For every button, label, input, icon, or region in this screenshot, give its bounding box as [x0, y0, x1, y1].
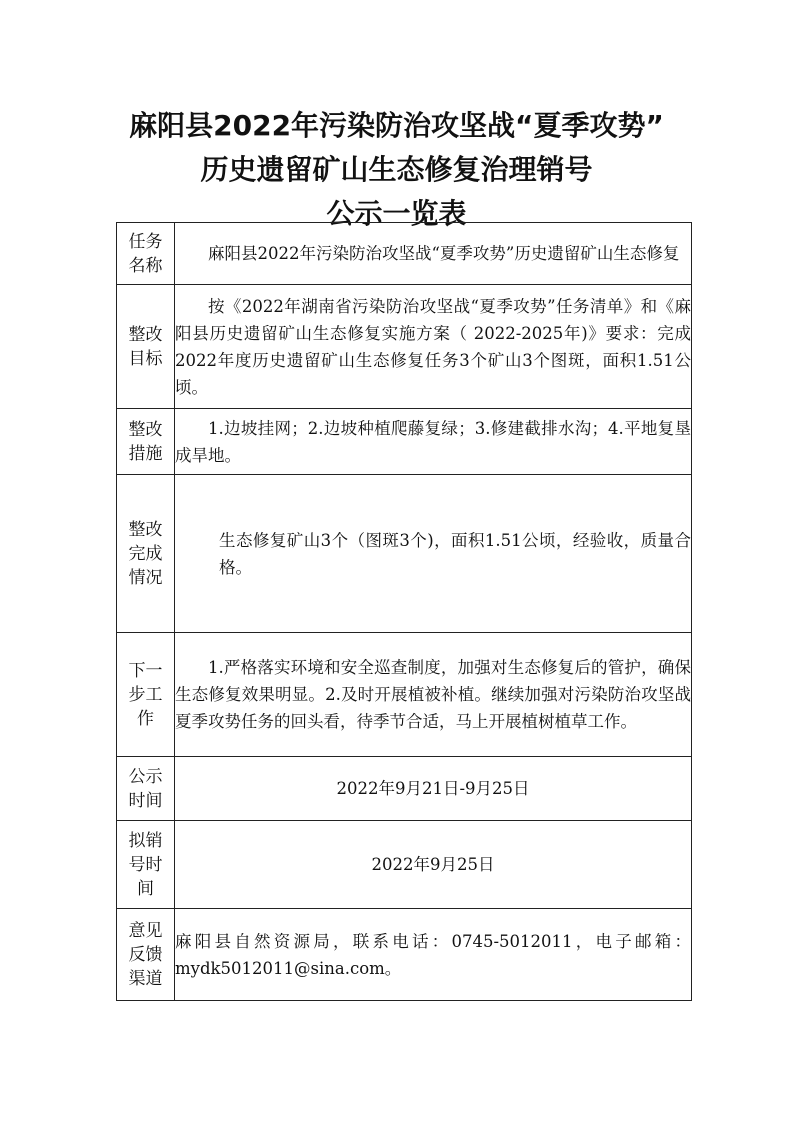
- title-line-1: 麻阳县2022年污染防治攻坚战“夏季攻势”: [129, 109, 664, 142]
- row-rectification-goal: [117, 285, 692, 409]
- content-rectification-measures: 1.边坡挂网；2.边坡种植爬藤复绿；3.修建截排水沟；4.平地复垦成旱地。: [175, 409, 692, 475]
- row-planned-cancellation-date: [117, 821, 692, 909]
- content-task-name: 麻阳县2022年污染防治攻坚战“夏季攻势”历史遗留矿山生态修复: [175, 223, 692, 285]
- row-completion-status: [117, 475, 692, 633]
- row-next-steps: [117, 633, 692, 757]
- label-publicity-period: 公示 时间: [117, 757, 175, 821]
- row-task-name: [117, 223, 692, 285]
- content-planned-cancellation-date: 2022年9月25日: [175, 821, 692, 909]
- notice-table: [116, 222, 692, 1001]
- content-completion-status: 生态修复矿山3个（图斑3个)，面积1.51公顷，经验收，质量合格。: [175, 475, 692, 633]
- label-rectification-measures: 整改 措施: [117, 409, 175, 475]
- label-completion-status: 整改 完成 情况: [117, 475, 175, 633]
- label-next-steps: 下一 步工 作: [117, 633, 175, 757]
- content-feedback-channel: 麻阳县自然资源局，联系电话：0745-5012011，电子邮箱：mydk5012011@sina.com。: [175, 909, 692, 1001]
- label-planned-cancellation-date: 拟销 号时 间: [117, 821, 175, 909]
- title-line-3: 公示一览表: [326, 197, 467, 230]
- title-line-2: 历史遗留矿山生态修复治理销号: [200, 153, 593, 186]
- content-publicity-period: 2022年9月21日-9月25日: [175, 757, 692, 821]
- label-feedback-channel: 意见 反馈 渠道: [117, 909, 175, 1001]
- label-task-name: 任务 名称: [117, 223, 175, 285]
- document-title: [0, 104, 793, 236]
- row-rectification-measures: [117, 409, 692, 475]
- row-publicity-period: [117, 757, 692, 821]
- content-next-steps: 1.严格落实环境和安全巡查制度，加强对生态修复后的管护，确保生态修复效果明显。2.及时开展植被补植。继续加强对污染防治攻坚战夏季攻势任务的回头看，待季节合适，马上开展植树植草工作。: [175, 633, 692, 757]
- label-rectification-goal: 整改 目标: [117, 285, 175, 409]
- content-rectification-goal: 按《2022年湖南省污染防治攻坚战“夏季攻势”任务清单》和《麻阳县历史遗留矿山生态修复实施方案（ 2022-2025年)》要求：完成2022年度历史遗留矿山生态修复任务3个矿山3个图斑，面积1.51公顷。: [175, 285, 692, 409]
- row-feedback-channel: [117, 909, 692, 1001]
